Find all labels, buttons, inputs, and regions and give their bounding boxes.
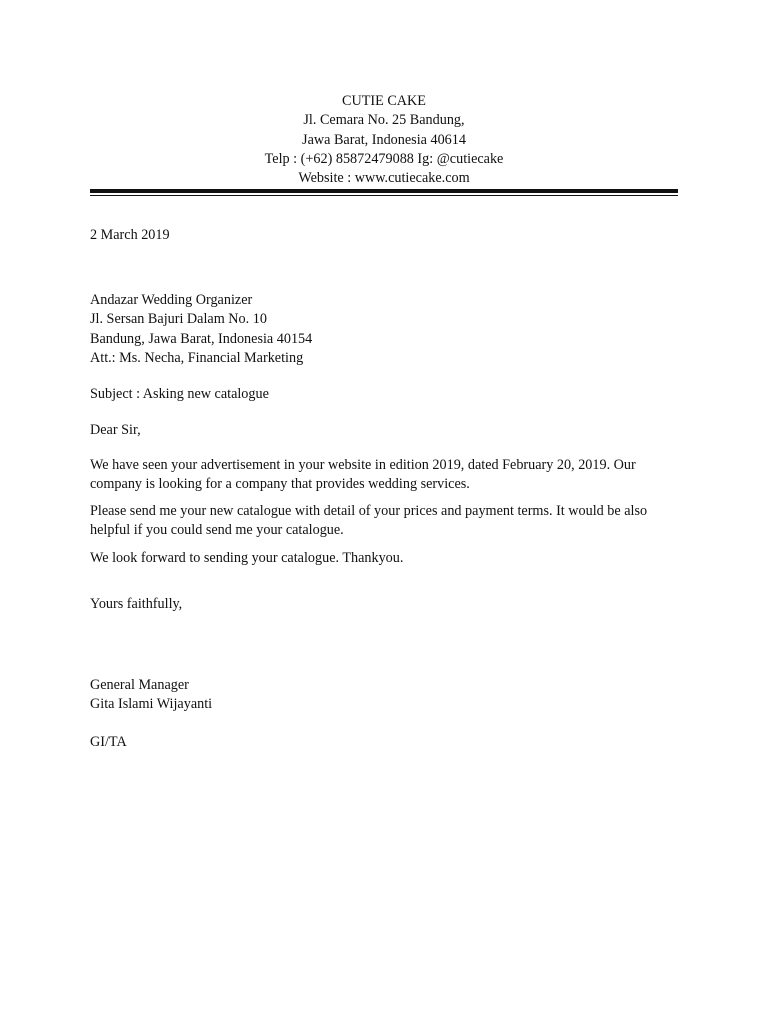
letterhead bbox=[90, 92, 678, 188]
signature-block bbox=[90, 676, 670, 715]
company-website-line: Website : www.cutiecake.com bbox=[298, 170, 470, 187]
letter-date: 2 March 2019 bbox=[90, 227, 170, 243]
signatory-title: General Manager bbox=[90, 677, 189, 693]
body-paragraph-1: We have seen your advertisement in your website in edition 2019, dated February 20, 2019. Our company is looking for a company that provides wedding services. bbox=[90, 457, 636, 492]
company-name: CUTIE CAKE bbox=[342, 93, 426, 109]
recipient-attention: Att.: Ms. Necha, Financial Marketing bbox=[90, 349, 304, 366]
letterhead-divider-thin bbox=[90, 195, 678, 196]
signatory-name: Gita Islami Wijayanti bbox=[90, 696, 213, 713]
letter-salutation: Dear Sir, bbox=[90, 422, 141, 438]
company-address-line1: Jl. Cemara No. 25 Bandung, bbox=[303, 112, 465, 129]
recipient-address-line2: Bandung, Jawa Barat, Indonesia 40154 bbox=[90, 330, 313, 347]
recipient-address-line1: Jl. Sersan Bajuri Dalam No. 10 bbox=[90, 311, 267, 328]
letter-subject: Subject : Asking new catalogue bbox=[90, 386, 269, 402]
body-paragraph-3: We look forward to sending your catalogue. Thankyou. bbox=[90, 550, 404, 566]
letter-closing: Yours faithfully, bbox=[90, 596, 183, 612]
letterhead-divider-thick bbox=[90, 189, 678, 193]
company-address-line2: Jawa Barat, Indonesia 40614 bbox=[302, 131, 466, 148]
company-contact-line: Telp : (+62) 85872479088 Ig: @cutiecake bbox=[264, 150, 504, 167]
recipient-name: Andazar Wedding Organizer bbox=[90, 292, 253, 308]
reference-initials: GI/TA bbox=[90, 734, 127, 750]
body-paragraph-2: Please send me your new catalogue with detail of your prices and payment terms. It would be also helpful if you could send me your catalogue. bbox=[90, 503, 648, 538]
recipient-block bbox=[90, 291, 670, 368]
